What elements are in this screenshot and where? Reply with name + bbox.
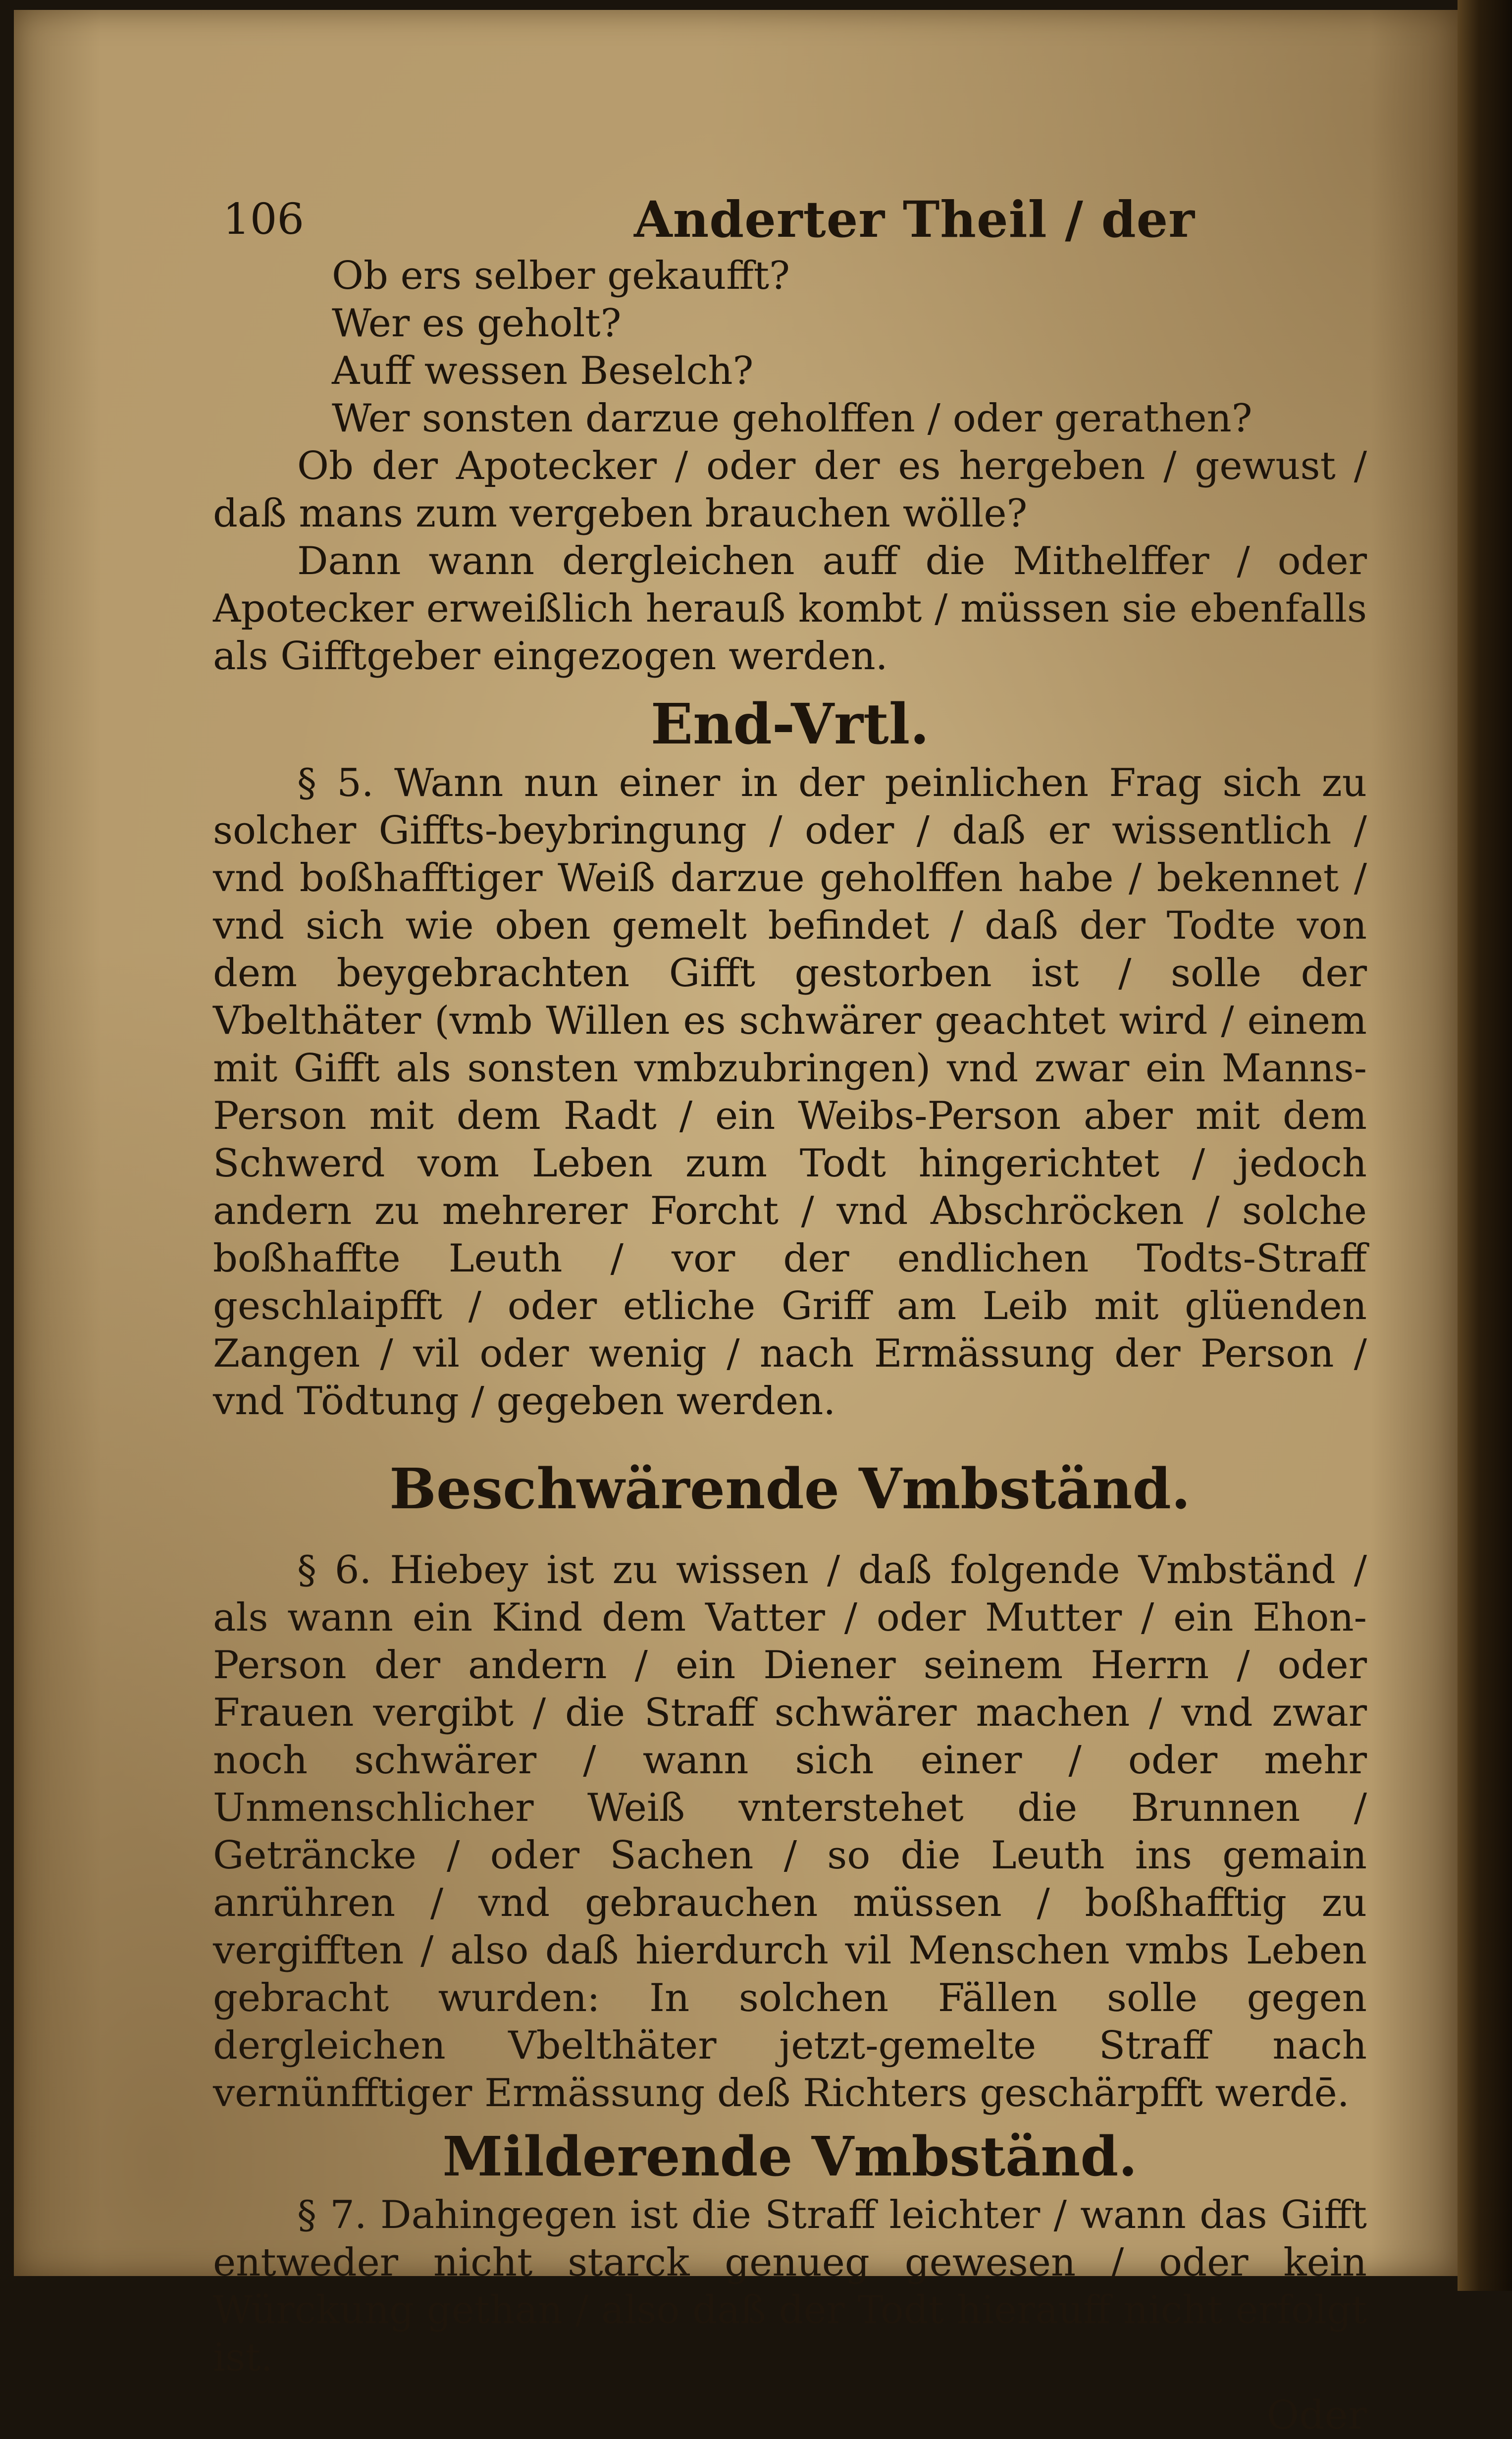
section-5-paragraph: § 5. Wann nun einer in der peinlichen Frag sich zu solcher Giffts-beybringung / oder / daß er wissentlich / vnd boßhafftiger Weiß darzue geholffen habe / bekennet / vnd sich wie oben gemelt befindet / daß der Todte von dem beygebrachten Gifft gestorben ist / solle der Vbelthäter (vmb Willen es schwärer geachtet wird / einem mit Gifft als sonsten vmbzubringen) vnd zwar ein Manns-Person mit dem Radt / ein Weibs-Person aber mit dem Schwerd vom Leben zum Todt hingerichtet / jedoch andern zu mehrerer Forcht / vnd Abschröcken / solche boßhaffte Leuth / vor der endlichen Todts-Straff geschlaipfft / oder etliche Griff am Leib mit glüenden Zangen / vil oder wenig / nach Ermässung der Person / vnd Tödtung / gegeben werden. xyxy=(213,761,1367,1424)
page-number: 106 xyxy=(223,195,305,244)
running-head xyxy=(213,190,1367,249)
running-head-title: Anderter Theil / der xyxy=(634,190,1195,249)
section-heading-milderende: Milderende Vmbständ. xyxy=(442,2124,1138,2188)
question-line: Ob ers selber gekaufft? xyxy=(332,254,790,298)
question-line: Auff wessen Beselch? xyxy=(332,349,754,393)
page-text-block xyxy=(213,190,1367,2439)
question-line: Wer es geholt? xyxy=(332,301,622,346)
section-7-paragraph: § 7. Dahingegen ist die Straff leichter / wann das Gifft entweder nicht starck genueg gewesen / oder kein Würckung gethan / also daß der Todt hierauff nicht erfolgt ist. xyxy=(213,2193,1367,2380)
catchword: Oder xyxy=(1266,2392,1367,2438)
paragraph-apotecker: Ob der Apotecker / oder der es hergeben / gewust / daß mans zum vergeben brauchen wölle? xyxy=(213,444,1367,536)
paragraph-mithelffer: Dann wann dergleichen auff die Mithelffer / oder Apotecker erweißlich herauß kombt / müssen sie ebenfalls als Gifftgeber eingezogen werden. xyxy=(213,539,1367,679)
section-6-paragraph: § 6. Hiebey ist zu wissen / daß folgende Vmbständ / als wann ein Kind dem Vatter / oder Mutter / ein Ehon-Person der andern / ein Diener seinem Herrn / oder Frauen vergibt / die Straff schwärer machen / vnd zwar noch schwärer / wann sich einer / oder mehr Unmenschlicher Weiß vnterstehet die Brunnen / Geträncke / oder Sachen / so die Leuth ins gemain anrühren / vnd gebrauchen müssen / boßhafftig zu vergifften / also daß hierdurch vil Menschen vmbs Leben gebracht wurden: In solchen Fällen solle gegen dergleichen Vbelthäter jetzt-gemelte Straff nach vernünfftiger Ermässung deß Richters geschärpfft werdē. xyxy=(213,1548,1367,2116)
binding-gutter xyxy=(1458,0,1512,2291)
section-heading-end-urteil: End-Vrtl. xyxy=(650,692,930,757)
question-line: Wer sonsten darzue geholffen / oder gerathen? xyxy=(332,396,1252,441)
section-heading-beschwaerende: Beschwärende Vmbständ. xyxy=(389,1457,1191,1522)
